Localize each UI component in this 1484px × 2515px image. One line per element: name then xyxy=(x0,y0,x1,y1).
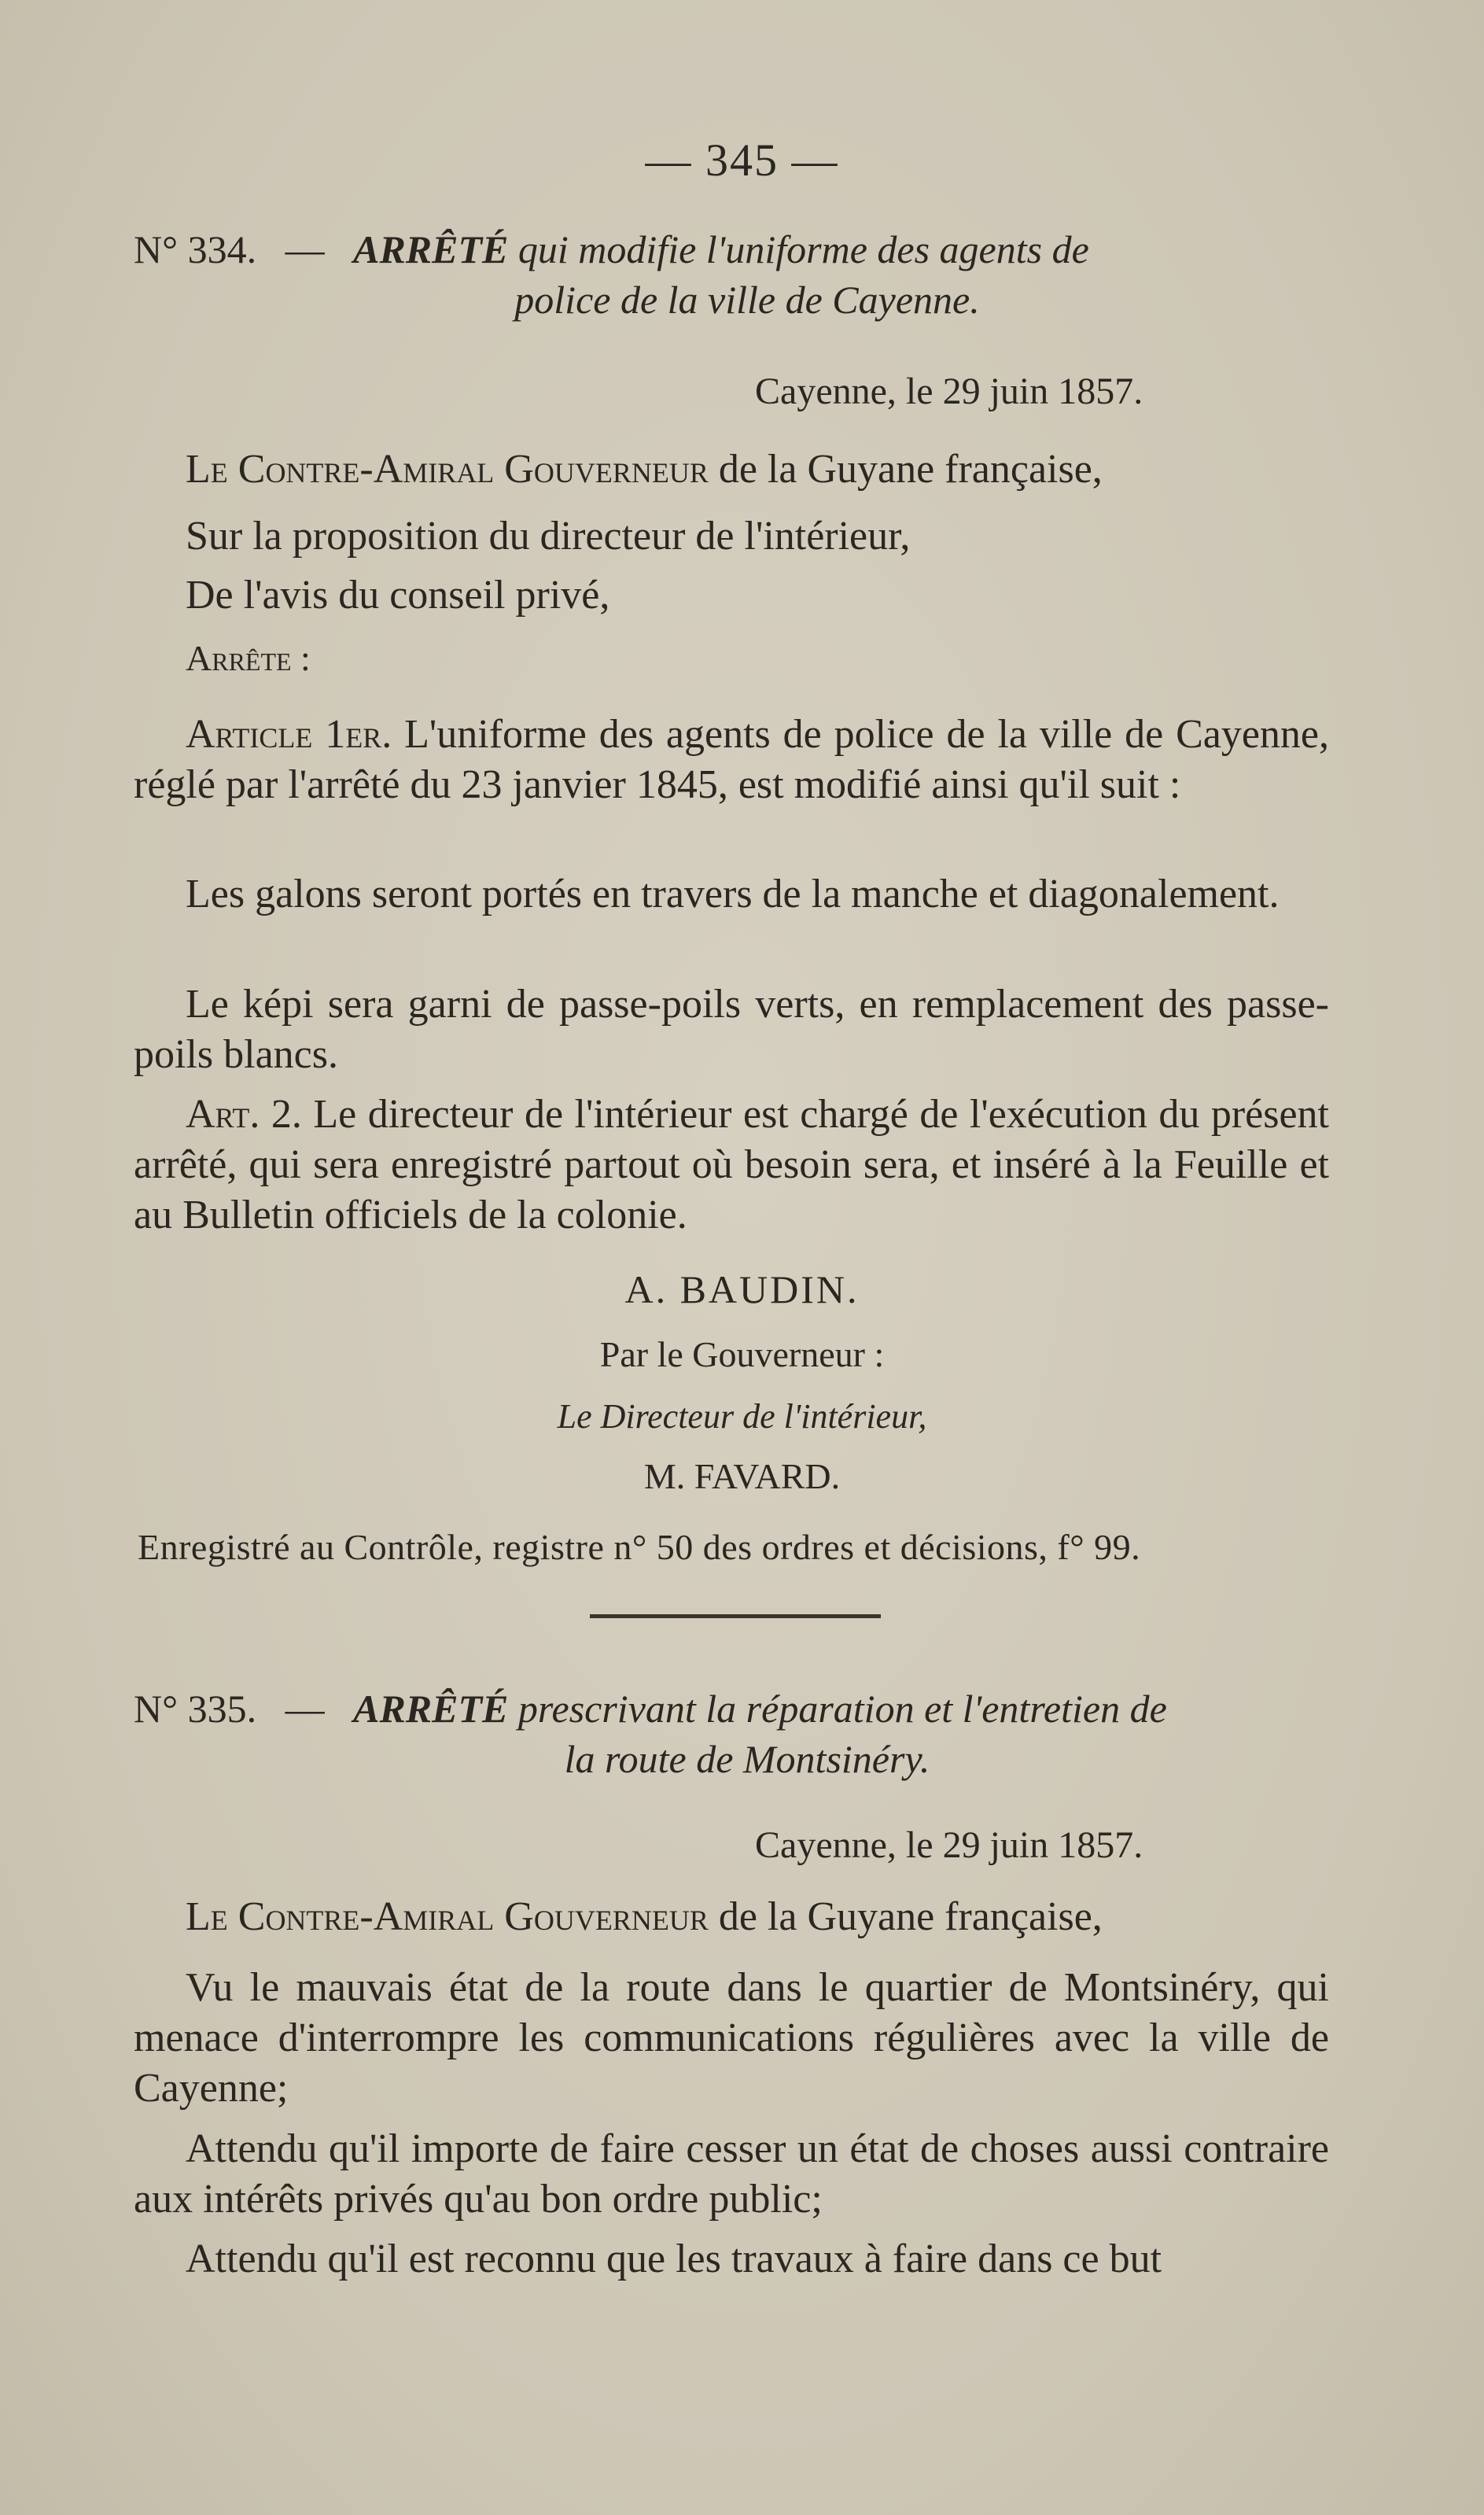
arrete-334-title-bold: ARRÊTÉ xyxy=(353,227,509,271)
arrete-334-heading xyxy=(134,224,1329,325)
article-1-label: Article 1er. xyxy=(186,712,392,757)
arrete-335-title-rest: prescrivant la réparation et l'entretien de xyxy=(517,1687,1167,1731)
arrete-334-considerant-2: De l'avis du conseil privé, xyxy=(186,573,610,618)
arrete-label: Arrête : xyxy=(186,638,311,678)
arrete-335-considerant-3: Attendu qu'il est reconnu que les travaux à faire dans ce but xyxy=(186,2237,1162,2281)
authority-rest: de la Guyane française, xyxy=(718,1894,1103,1939)
registration-note: Enregistré au Contrôle, registre n° 50 des ordres et décisions, f° 99. xyxy=(138,1527,1141,1567)
article-1-paragraph-3: Le képi sera garni de passe-poils verts, en remplacement des passe-poils blancs. xyxy=(134,982,1329,1077)
section-divider xyxy=(590,1614,881,1618)
arrete-335-heading xyxy=(134,1683,1329,1784)
article-2 xyxy=(134,1090,1329,1241)
arrete-335-authority xyxy=(134,1892,1329,1942)
heading-dash: — xyxy=(285,1687,325,1731)
arrete-334-title-line2: police de la ville de Cayenne. xyxy=(514,278,980,322)
arrete-334-number: N° 334. xyxy=(134,227,257,271)
authority-rest: de la Guyane française, xyxy=(718,447,1103,492)
arrete-335-considerant-1: Vu le mauvais état de la route dans le quartier de Montsinéry, qui menace d'interrompre les communications régulières avec la ville de Cayenne; xyxy=(134,1965,1329,2111)
page-number: — 345 — xyxy=(645,135,839,186)
arrete-334-considerant-1: Sur la proposition du directeur de l'intérieur, xyxy=(186,514,911,559)
signature-block xyxy=(0,1267,1484,1312)
article-1-text: L'uniforme des agents de police de la ville de Cayenne, réglé par l'arrêté du 23 janvier 1845, est modifié ainsi qu'il suit : xyxy=(134,712,1330,807)
article-2-text: Le directeur de l'intérieur est chargé de l'exécution du présent arrêté, qui sera enregistré partout où besoin sera, et inséré à la Feuille et au Bulletin officiels de la colonie. xyxy=(134,1092,1330,1237)
arrete-335-considerant-2: Attendu qu'il importe de faire cesser un état de choses aussi contraire aux intérêts privés qu'au bon ordre public; xyxy=(134,2126,1329,2222)
article-1 xyxy=(134,710,1329,810)
director-title: Le Directeur de l'intérieur, xyxy=(557,1397,927,1436)
arrete-334-title-rest: qui modifie l'uniforme des agents de xyxy=(517,227,1089,271)
governor-signature: A. BAUDIN. xyxy=(624,1267,860,1311)
article-1-paragraph-2: Les galons seront portés en travers de la manche et diagonalement. xyxy=(186,872,1280,916)
heading-dash: — xyxy=(285,227,325,271)
arrete-335-number: N° 335. xyxy=(134,1687,257,1731)
director-name: M. FAVARD. xyxy=(643,1456,841,1496)
arrete-335-title-bold: ARRÊTÉ xyxy=(353,1687,509,1731)
authority-title: Le Contre-Amiral Gouverneur xyxy=(186,447,709,492)
article-2-label: Art. 2. xyxy=(186,1092,302,1137)
arrete-334-authority xyxy=(134,444,1329,495)
arrete-335-title-line2: la route de Montsinéry. xyxy=(564,1737,930,1781)
arrete-334-date: Cayenne, le 29 juin 1857. xyxy=(755,371,1143,412)
par-le-gouverneur: Par le Gouverneur : xyxy=(599,1334,885,1374)
authority-title: Le Contre-Amiral Gouverneur xyxy=(186,1894,709,1939)
arrete-335-date: Cayenne, le 29 juin 1857. xyxy=(755,1824,1143,1866)
